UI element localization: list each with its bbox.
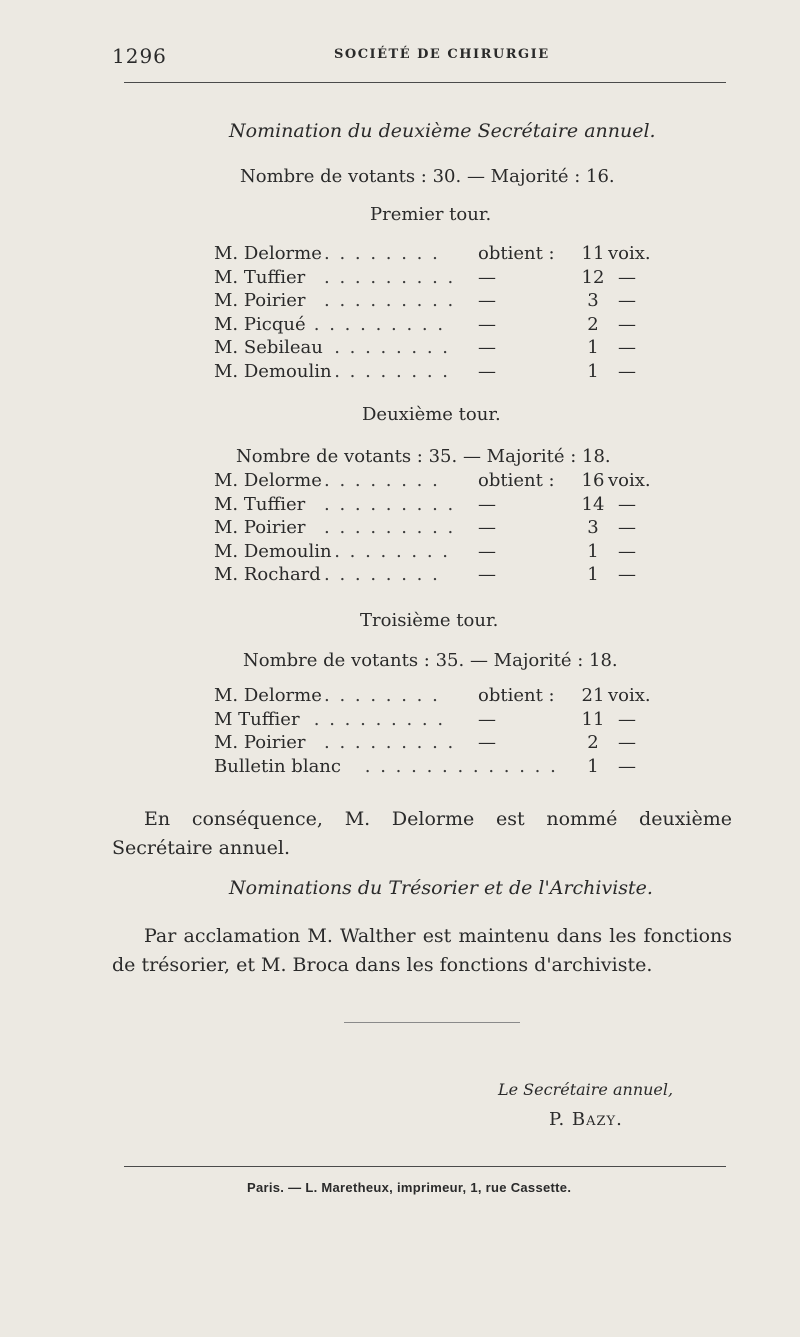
obtient-label: — [478, 313, 496, 335]
obtient-label: obtient : [478, 685, 555, 706]
vote-row [0, 267, 800, 291]
vote-suffix: — [618, 517, 636, 538]
candidate-name: M. Demoulin [214, 360, 332, 382]
leader-dots: . . . . . . . . [334, 360, 451, 382]
running-title: SOCIÉTÉ DE CHIRURGIE [334, 47, 550, 62]
vote-suffix: — [618, 360, 636, 382]
vote-count: 16 [581, 470, 605, 491]
vote-count: 21 [581, 685, 605, 706]
votants-line-1: Nombre de votants : 30. — Majorité : 16. [240, 166, 615, 187]
obtient-label: obtient : [478, 470, 555, 491]
printer-footer: Paris. — L. Maretheux, imprimeur, 1, rue Cassette. [247, 1180, 572, 1195]
leader-dots: . . . . . . . . [324, 470, 440, 491]
vote-row [0, 470, 800, 494]
signature-name: P. Bazy. [549, 1109, 623, 1130]
tour-heading-3: Troisième tour. [360, 610, 499, 631]
leader-dots: . . . . . . . . . [324, 290, 456, 311]
obtient-label: — [478, 708, 496, 730]
vote-row [0, 709, 800, 733]
vote-suffix: — [618, 540, 636, 562]
candidate-name: M. Sebileau [214, 337, 323, 358]
vote-row [0, 732, 800, 756]
signature-role: Le Secrétaire annuel, [498, 1080, 674, 1099]
obtient-label: obtient : [478, 243, 555, 264]
obtient-label: — [478, 290, 496, 311]
leader-dots: . . . . . . . . . [324, 266, 456, 288]
vote-row [0, 243, 800, 267]
vote-count: 1 [587, 564, 599, 585]
section-title-secretaire: Nomination du deuxième Secrétaire annuel. [229, 120, 656, 142]
votants-line-3: Nombre de votants : 35. — Majorité : 18. [243, 650, 618, 671]
vote-count: 3 [587, 290, 599, 311]
vote-count: 11 [581, 243, 605, 264]
leader-dots: . . . . . . . . [334, 337, 451, 358]
candidate-name: M. Delorme [214, 470, 322, 491]
candidate-name: M. Poirier [214, 517, 306, 538]
leader-dots: . . . . . . . . [324, 564, 440, 585]
vote-suffix: — [618, 290, 636, 311]
candidate-name: M. Rochard [214, 564, 321, 585]
vote-row [0, 685, 800, 709]
vote-row [0, 290, 800, 314]
vote-row [0, 361, 800, 385]
candidate-name: Bulletin blanc [214, 755, 341, 777]
votants-line-2: Nombre de votants : 35. — Majorité : 18. [236, 446, 611, 467]
candidate-name: M. Tuffier [214, 266, 306, 288]
obtient-label: — [478, 360, 496, 382]
section-title-tresorier: Nominations du Trésorier et de l'Archiviste. [229, 877, 653, 899]
vote-count: 2 [587, 313, 599, 335]
candidate-name: M. Delorme [214, 243, 322, 264]
leader-dots: . . . . . . . . . [324, 517, 456, 538]
vote-suffix: — [618, 493, 636, 515]
candidate-name: M. Tuffier [214, 493, 306, 515]
vote-count: 11 [581, 708, 605, 730]
vote-row [0, 337, 800, 361]
vote-suffix: — [618, 755, 636, 777]
vote-count: 1 [587, 540, 599, 562]
leader-dots: . . . . . . . . . [313, 313, 446, 335]
end-rule [344, 1022, 520, 1023]
obtient-label: — [478, 540, 496, 562]
leader-dots: . . . . . . . . [334, 540, 451, 562]
candidate-name: M Tuffier [214, 708, 300, 730]
candidate-name: M. Picqué [214, 313, 306, 335]
candidate-name: M. Demoulin [214, 540, 332, 562]
vote-count: 12 [581, 266, 605, 288]
footer-rule [124, 1166, 726, 1167]
vote-suffix: — [618, 732, 636, 753]
acclamation-paragraph: Par acclamation M. Walther est maintenu dans les fonctions de trésorier, et M. Broca dans les fonctions d'archiviste. [112, 925, 732, 976]
vote-row [0, 314, 800, 338]
vote-count: 1 [587, 360, 599, 382]
vote-suffix: — [618, 313, 636, 335]
vote-count: 1 [587, 337, 599, 358]
candidate-name: M. Delorme [214, 685, 322, 706]
vote-count: 14 [581, 493, 605, 515]
leader-dots: . . . . . . . . . [313, 708, 446, 730]
obtient-label: — [478, 732, 496, 753]
vote-suffix: — [618, 266, 636, 288]
leader-dots: . . . . . . . . . [324, 493, 456, 515]
vote-suffix: voix. [608, 685, 651, 706]
leader-dots: . . . . . . . . . . . . . [364, 755, 558, 777]
leader-dots: . . . . . . . . [324, 243, 440, 264]
obtient-label: — [478, 564, 496, 585]
header-rule [124, 82, 726, 83]
leader-dots: . . . . . . . . [324, 685, 440, 706]
vote-count: 2 [587, 732, 599, 753]
vote-count: 1 [587, 755, 599, 777]
vote-row [0, 564, 800, 588]
tour-heading-2: Deuxième tour. [362, 404, 501, 425]
vote-row [0, 494, 800, 518]
obtient-label: — [478, 493, 496, 515]
consequence-paragraph: En conséquence, M. Delorme est nommé deuxième Secrétaire annuel. [112, 808, 732, 859]
vote-suffix: voix. [608, 243, 651, 264]
page-number: 1296 [112, 44, 167, 68]
vote-suffix: voix. [608, 470, 651, 491]
candidate-name: M. Poirier [214, 732, 306, 753]
vote-row [0, 756, 800, 780]
obtient-label: — [478, 266, 496, 288]
vote-row [0, 517, 800, 541]
obtient-label: — [478, 517, 496, 538]
vote-count: 3 [587, 517, 599, 538]
leader-dots: . . . . . . . . . [324, 732, 456, 753]
tour-heading-1: Premier tour. [370, 204, 492, 225]
vote-suffix: — [618, 337, 636, 358]
obtient-label: — [478, 337, 496, 358]
vote-row [0, 541, 800, 565]
vote-suffix: — [618, 564, 636, 585]
vote-suffix: — [618, 708, 636, 730]
candidate-name: M. Poirier [214, 290, 306, 311]
